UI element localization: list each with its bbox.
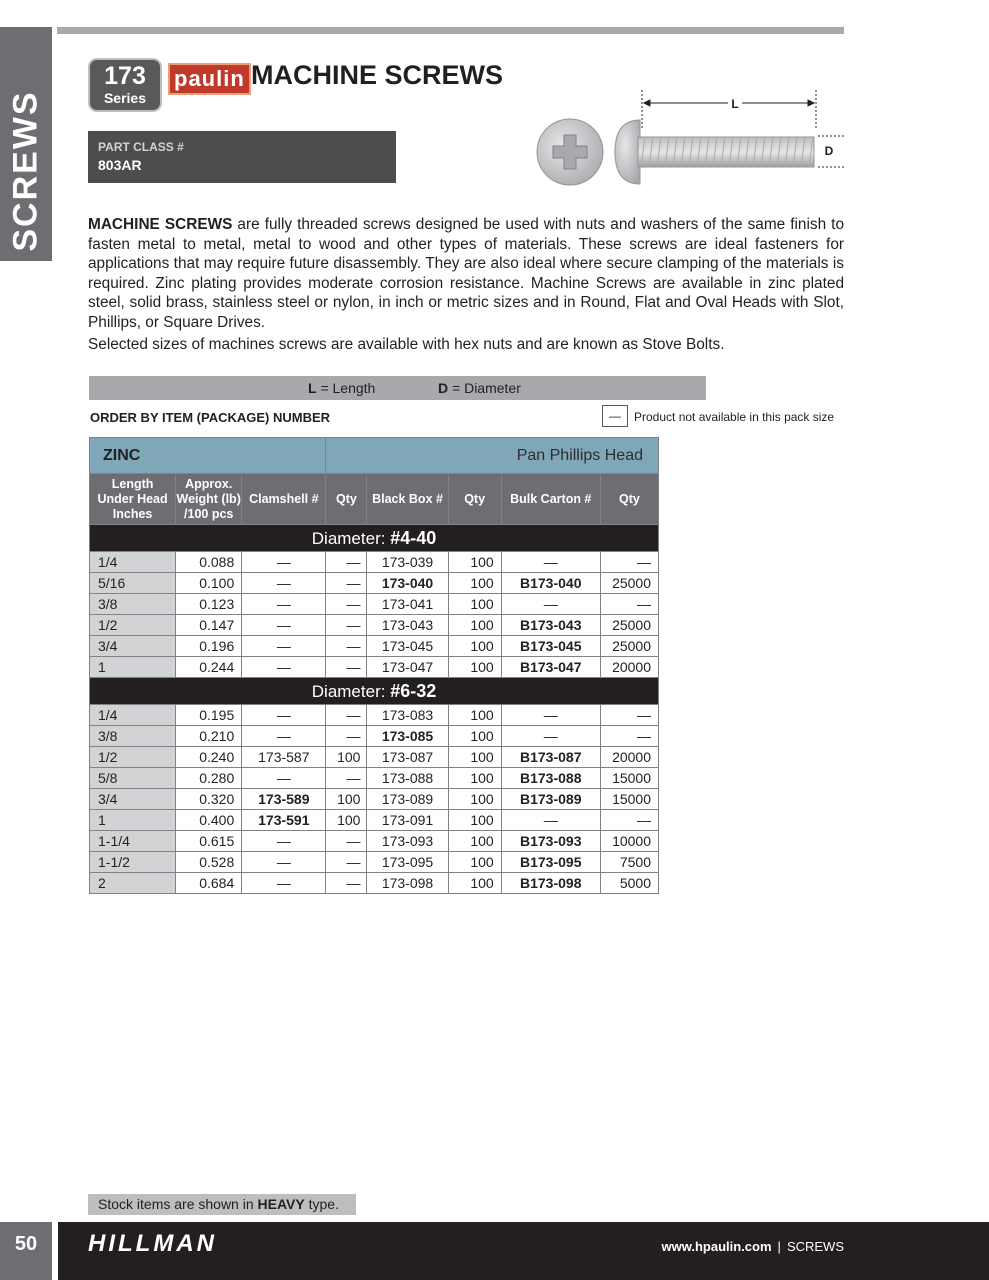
- table-row: [90, 636, 659, 657]
- table-row: [90, 705, 659, 726]
- page-number: 50: [0, 1222, 52, 1280]
- table-row: [90, 831, 659, 852]
- cell-black-box-number: 173-089: [367, 789, 448, 810]
- cell-black-box-number: 173-045: [367, 636, 448, 657]
- cell-clamshell-number: —: [242, 552, 326, 573]
- cell-bulk-carton-number: B173-095: [501, 852, 600, 873]
- cell-black-box-qty: 100: [448, 615, 501, 636]
- cell-weight: 0.088: [176, 552, 242, 573]
- col-weight: Approx. Weight (lb) /100 pcs: [176, 474, 242, 525]
- cell-length: 5/16: [90, 573, 176, 594]
- cell-black-box-qty: 100: [448, 810, 501, 831]
- cell-bulk-carton-number: B173-098: [501, 873, 600, 894]
- cell-bulk-carton-qty: 5000: [600, 873, 658, 894]
- cell-bulk-carton-qty: 20000: [600, 657, 658, 678]
- cell-bulk-carton-qty: 20000: [600, 747, 658, 768]
- cell-black-box-number: 173-047: [367, 657, 448, 678]
- not-available-symbol: —: [602, 405, 628, 427]
- table-row: [90, 726, 659, 747]
- cell-bulk-carton-qty: 15000: [600, 768, 658, 789]
- cell-length: 1: [90, 810, 176, 831]
- cell-length: 3/8: [90, 726, 176, 747]
- cell-weight: 0.684: [176, 873, 242, 894]
- cell-weight: 0.528: [176, 852, 242, 873]
- cell-bulk-carton-qty: —: [600, 705, 658, 726]
- cell-black-box-qty: 100: [448, 747, 501, 768]
- cell-clamshell-number: —: [242, 615, 326, 636]
- cell-weight: 0.244: [176, 657, 242, 678]
- cell-weight: 0.100: [176, 573, 242, 594]
- diameter-label: Diameter: #4-40: [90, 525, 659, 552]
- cell-clamshell-number: 173-589: [242, 789, 326, 810]
- cell-black-box-qty: 100: [448, 636, 501, 657]
- cell-bulk-carton-number: B173-089: [501, 789, 600, 810]
- cell-length: 1/4: [90, 705, 176, 726]
- cell-clamshell-number: —: [242, 657, 326, 678]
- cell-black-box-number: 173-041: [367, 594, 448, 615]
- cell-bulk-carton-number: —: [501, 552, 600, 573]
- cell-weight: 0.615: [176, 831, 242, 852]
- top-rule: [57, 27, 844, 34]
- cell-black-box-number: 173-098: [367, 873, 448, 894]
- product-table: [89, 437, 659, 894]
- cell-black-box-number: 173-091: [367, 810, 448, 831]
- cell-black-box-number: 173-083: [367, 705, 448, 726]
- section-side-tab: [0, 27, 52, 261]
- series-label: Series: [103, 90, 147, 106]
- cell-weight: 0.123: [176, 594, 242, 615]
- cell-black-box-qty: 100: [448, 873, 501, 894]
- table-row: [90, 573, 659, 594]
- legend-diameter: D = Diameter: [438, 380, 521, 396]
- cell-clamshell-qty: —: [326, 552, 367, 573]
- cell-clamshell-qty: 100: [326, 789, 367, 810]
- cell-bulk-carton-qty: —: [600, 810, 658, 831]
- cell-clamshell-number: —: [242, 726, 326, 747]
- cell-clamshell-number: —: [242, 873, 326, 894]
- cell-black-box-number: 173-040: [367, 573, 448, 594]
- screw-side-view-icon: [615, 120, 814, 184]
- footer-links: www.hpaulin.com | SCREWS: [661, 1239, 844, 1254]
- cell-black-box-qty: 100: [448, 705, 501, 726]
- hillman-logo: HILLMAN: [88, 1230, 217, 1257]
- cell-bulk-carton-number: —: [501, 810, 600, 831]
- description: [88, 215, 844, 355]
- part-class-box: [88, 131, 396, 183]
- col-qty-bulk-carton: Qty: [600, 474, 658, 525]
- cell-clamshell-qty: —: [326, 873, 367, 894]
- cell-black-box-number: 173-043: [367, 615, 448, 636]
- cell-length: 2: [90, 873, 176, 894]
- cell-length: 1/4: [90, 552, 176, 573]
- cell-clamshell-number: 173-591: [242, 810, 326, 831]
- part-class-label: PART CLASS #: [98, 140, 184, 154]
- cell-bulk-carton-qty: 15000: [600, 789, 658, 810]
- cell-black-box-qty: 100: [448, 657, 501, 678]
- length-dimension-label: L: [731, 97, 739, 111]
- cell-black-box-number: 173-093: [367, 831, 448, 852]
- cell-weight: 0.210: [176, 726, 242, 747]
- cell-clamshell-number: —: [242, 573, 326, 594]
- cell-weight: 0.196: [176, 636, 242, 657]
- cell-length: 3/4: [90, 636, 176, 657]
- table-row: [90, 552, 659, 573]
- table-row: [90, 594, 659, 615]
- cell-clamshell-qty: —: [326, 852, 367, 873]
- cell-clamshell-qty: 100: [326, 747, 367, 768]
- cell-bulk-carton-qty: —: [600, 594, 658, 615]
- diameter-header-row: [90, 678, 659, 705]
- cell-bulk-carton-qty: 7500: [600, 852, 658, 873]
- cell-bulk-carton-qty: —: [600, 552, 658, 573]
- cell-bulk-carton-qty: —: [600, 726, 658, 747]
- cell-bulk-carton-number: B173-047: [501, 657, 600, 678]
- table-row: [90, 768, 659, 789]
- table-row: [90, 789, 659, 810]
- cell-clamshell-number: 173-587: [242, 747, 326, 768]
- cell-bulk-carton-number: B173-040: [501, 573, 600, 594]
- table-row: [90, 873, 659, 894]
- cell-length: 1/2: [90, 747, 176, 768]
- cell-weight: 0.320: [176, 789, 242, 810]
- cell-length: 1: [90, 657, 176, 678]
- diameter-label: Diameter: #6-32: [90, 678, 659, 705]
- description-body: are fully threaded screws designed be used with nuts and washers of the same finish to fasten metal to metal, metal to wood and other types of materials. These screws are ideal fasteners for applications that may require future disassembly. They are also ideal where secure clamping of the materials is required. Zinc plating provides moderate corrosion resistance. Machine Screws are available in zinc plated steel, solid brass, stainless steel or nylon, in inch or metric sizes and in Round, Flat and Oval Heads with Slot, Phillips, or Square Drives.: [88, 216, 845, 331]
- stock-note: Stock items are shown in HEAVY type.: [88, 1194, 356, 1215]
- cell-clamshell-number: —: [242, 705, 326, 726]
- cell-black-box-number: 173-085: [367, 726, 448, 747]
- order-instructions: ORDER BY ITEM (PACKAGE) NUMBER: [90, 410, 331, 425]
- cell-bulk-carton-number: B173-087: [501, 747, 600, 768]
- table-row: [90, 615, 659, 636]
- cell-length: 3/4: [90, 789, 176, 810]
- cell-bulk-carton-number: B173-043: [501, 615, 600, 636]
- cell-clamshell-qty: —: [326, 573, 367, 594]
- col-qty-black-box: Qty: [448, 474, 501, 525]
- cell-weight: 0.400: [176, 810, 242, 831]
- cell-length: 5/8: [90, 768, 176, 789]
- screw-top-view-icon: [537, 119, 603, 185]
- finish-label: ZINC: [90, 438, 326, 474]
- cell-bulk-carton-number: —: [501, 726, 600, 747]
- cell-black-box-number: 173-087: [367, 747, 448, 768]
- head-type-label: Pan Phillips Head: [326, 438, 659, 474]
- cell-bulk-carton-qty: 25000: [600, 573, 658, 594]
- table-row: [90, 657, 659, 678]
- cell-black-box-number: 173-088: [367, 768, 448, 789]
- legend-length: L = Length: [308, 380, 376, 396]
- diameter-dimension-label: D: [824, 144, 834, 158]
- cell-black-box-qty: 100: [448, 552, 501, 573]
- table-title-row: [90, 438, 659, 474]
- description-lead: MACHINE SCREWS: [88, 216, 233, 233]
- cell-black-box-qty: 100: [448, 726, 501, 747]
- cell-black-box-number: 173-095: [367, 852, 448, 873]
- not-available-note: Product not available in this pack size: [634, 410, 835, 424]
- cell-black-box-qty: 100: [448, 789, 501, 810]
- cell-weight: 0.240: [176, 747, 242, 768]
- cell-clamshell-qty: —: [326, 636, 367, 657]
- cell-clamshell-number: —: [242, 594, 326, 615]
- section-side-tab-label: SCREWS: [6, 90, 45, 252]
- col-black-box: Black Box #: [367, 474, 448, 525]
- description-stove-bolts: Selected sizes of machines screws are available with hex nuts and are known as Stove Bolts.: [88, 336, 725, 353]
- cell-black-box-qty: 100: [448, 831, 501, 852]
- cell-length: 1-1/2: [90, 852, 176, 873]
- cell-black-box-qty: 100: [448, 852, 501, 873]
- dimension-legend: [89, 376, 706, 400]
- cell-black-box-qty: 100: [448, 768, 501, 789]
- col-bulk-carton: Bulk Carton #: [501, 474, 600, 525]
- cell-bulk-carton-number: B173-093: [501, 831, 600, 852]
- cell-clamshell-qty: —: [326, 615, 367, 636]
- cell-clamshell-qty: —: [326, 768, 367, 789]
- cell-weight: 0.195: [176, 705, 242, 726]
- cell-clamshell-qty: —: [326, 726, 367, 747]
- cell-bulk-carton-qty: 25000: [600, 636, 658, 657]
- cell-clamshell-qty: —: [326, 594, 367, 615]
- cell-length: 1-1/4: [90, 831, 176, 852]
- col-clamshell: Clamshell #: [242, 474, 326, 525]
- footer-url[interactable]: www.hpaulin.com: [661, 1239, 772, 1254]
- footer-section: SCREWS: [786, 1239, 844, 1254]
- screw-illustration: [530, 85, 850, 195]
- cell-clamshell-number: —: [242, 768, 326, 789]
- cell-black-box-number: 173-039: [367, 552, 448, 573]
- cell-black-box-qty: 100: [448, 573, 501, 594]
- cell-length: 1/2: [90, 615, 176, 636]
- description-paragraph: [88, 215, 844, 332]
- table-row: [90, 747, 659, 768]
- page-title: MACHINE SCREWS: [251, 60, 504, 90]
- cell-weight: 0.280: [176, 768, 242, 789]
- table-row: [90, 852, 659, 873]
- cell-clamshell-qty: 100: [326, 810, 367, 831]
- col-length: Length Under Head Inches: [90, 474, 176, 525]
- cell-clamshell-number: —: [242, 636, 326, 657]
- cell-bulk-carton-qty: 25000: [600, 615, 658, 636]
- cell-clamshell-qty: —: [326, 705, 367, 726]
- cell-bulk-carton-number: B173-045: [501, 636, 600, 657]
- cell-black-box-qty: 100: [448, 594, 501, 615]
- cell-bulk-carton-number: —: [501, 705, 600, 726]
- series-number: 173: [104, 62, 146, 90]
- paulin-logo: paulin: [168, 63, 251, 95]
- cell-clamshell-number: —: [242, 852, 326, 873]
- cell-weight: 0.147: [176, 615, 242, 636]
- cell-length: 3/8: [90, 594, 176, 615]
- part-class-value: 803AR: [98, 157, 142, 173]
- cell-clamshell-qty: —: [326, 831, 367, 852]
- series-badge: [88, 58, 162, 112]
- cell-bulk-carton-number: —: [501, 594, 600, 615]
- cell-bulk-carton-number: B173-088: [501, 768, 600, 789]
- cell-clamshell-qty: —: [326, 657, 367, 678]
- cell-bulk-carton-qty: 10000: [600, 831, 658, 852]
- cell-clamshell-number: —: [242, 831, 326, 852]
- diameter-header-row: [90, 525, 659, 552]
- col-qty-clamshell: Qty: [326, 474, 367, 525]
- table-row: [90, 810, 659, 831]
- column-header-row: [90, 474, 659, 525]
